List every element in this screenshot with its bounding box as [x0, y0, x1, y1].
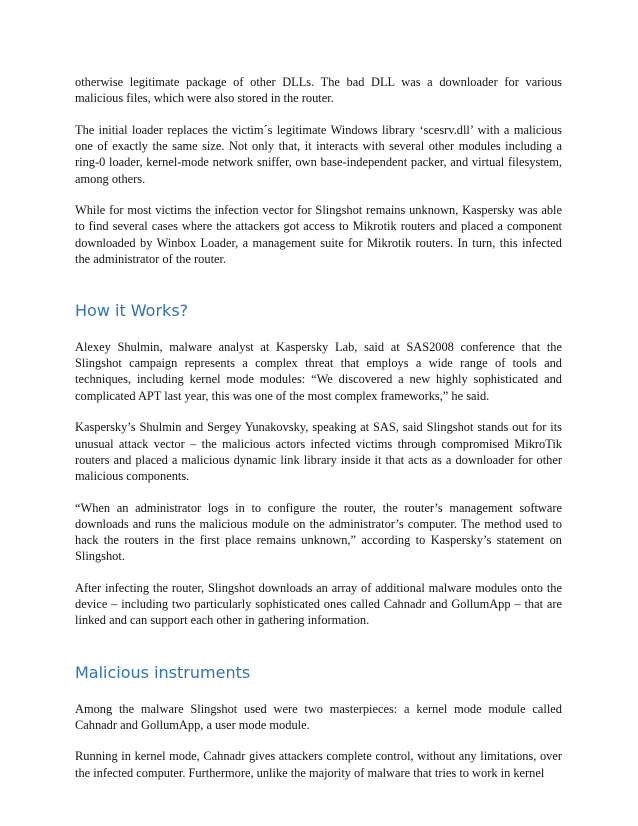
how-paragraph-3: “When an administrator logs in to configure the router, the router’s management software downloads and runs the malicious module on the administrator’s computer. The method used to hack the routers in the first place remains unknown,” according to Kaspersky’s statement on Slingshot. [75, 500, 562, 564]
how-paragraph-1: Alexey Shulmin, malware analyst at Kaspersky Lab, said at SAS2008 conference that the Slingshot campaign represents a complex threat that employs a wide range of tools and techniques, including kernel mode modules: “We discovered a new highly sophisticated and complicated APT last year, this was one of the most complex frameworks,” he said. [75, 340, 562, 403]
document-page [75, 74, 562, 796]
instruments-paragraph-1: Among the malware Slingshot used were two masterpieces: a kernel mode module called Cahnadr and GollumApp, a user mode module. [75, 701, 562, 732]
instruments-paragraph-2: Running in kernel mode, Cahnadr gives attackers complete control, without any limitations, over the infected computer. Furthermore, unlike the majority of malware that tries to work in kernel [75, 749, 562, 780]
how-paragraph-4: After infecting the router, Slingshot downloads an array of additional malware modules onto the device – including two particularly sophisticated ones called Cahnadr and GollumApp – that are linked and can support each other in gathering information. [75, 580, 562, 628]
intro-paragraph-1: otherwise legitimate package of other DLLs. The bad DLL was a downloader for various malicious files, which were also stored in the router. [75, 75, 562, 106]
heading-malicious-instruments: Malicious instruments [75, 662, 251, 682]
intro-paragraph-2: The initial loader replaces the victim´s legitimate Windows library ‘scesrv.dll’ with a malicious one of exactly the same size. Not only that, it interacts with several other modules including a ring-0 loader, kernel-mode network sniffer, own base-independent packer, and virtual filesystem, among others. [75, 122, 562, 186]
intro-paragraph-3: While for most victims the infection vector for Slingshot remains unknown, Kaspersky was able to find several cases where the attackers got access to Mikrotik routers and placed a component downloaded by Winbox Loader, a management suite for Mikrotik routers. In turn, this infected the administrator of the router. [75, 203, 562, 266]
how-paragraph-2: Kaspersky’s Shulmin and Sergey Yunakovsky, speaking at SAS, said Slingshot stands out for its unusual attack vector – the malicious actors infected victims through compromised MikroTik routers and placed a malicious dynamic link library inside it that acts as a downloader for other malicious components. [75, 420, 562, 483]
heading-how-it-works: How it Works? [75, 301, 189, 321]
